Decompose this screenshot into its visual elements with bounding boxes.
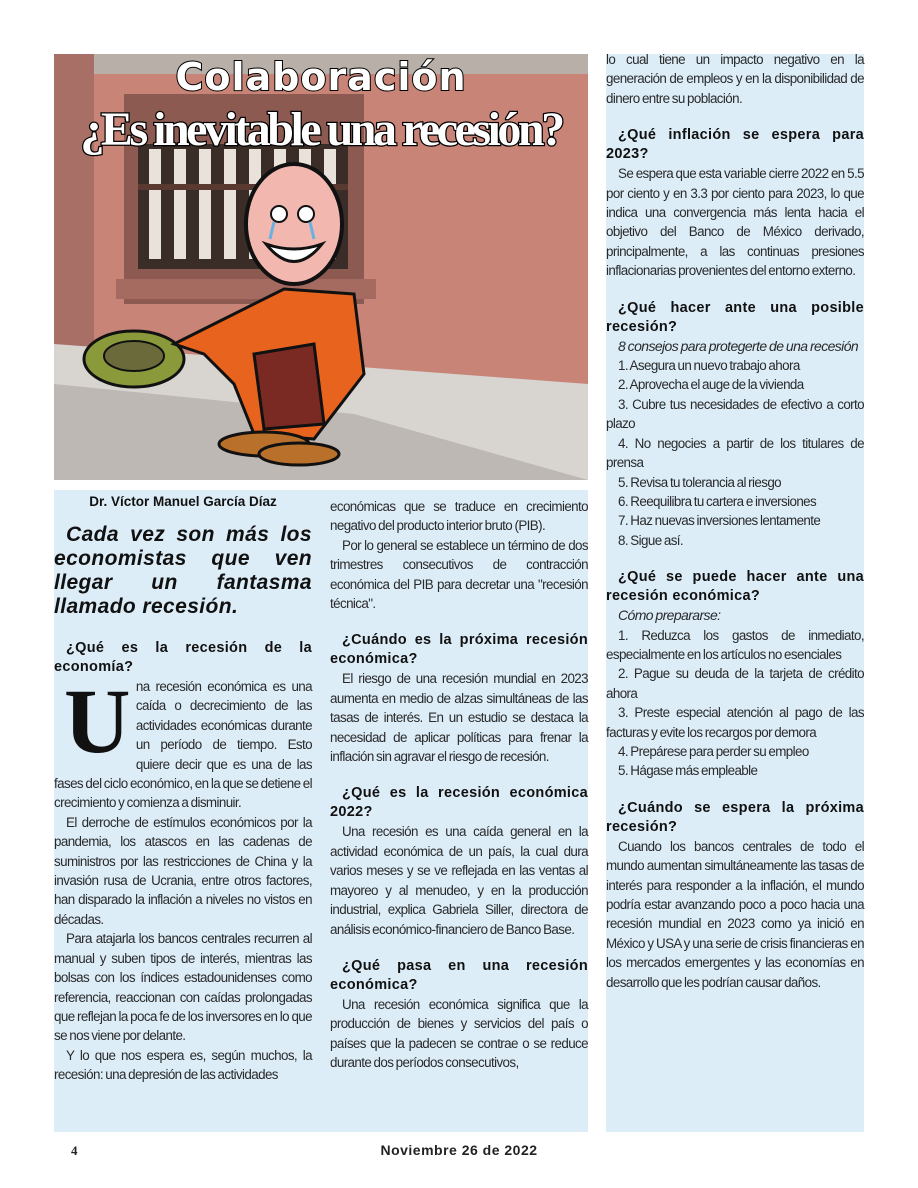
list-item: 4. Prepárese para perder su empleo xyxy=(618,743,809,759)
section-heading: ¿Qué inflación se espera para 2023? xyxy=(606,127,864,163)
list-item: 1. Asegura un nuevo trabajo ahora xyxy=(618,358,800,374)
list-item: 3. Preste especial atención al pago de las facturas y evite los recargos por demora xyxy=(606,705,864,740)
list-item: 7. Haz nuevas inversiones lentamente xyxy=(618,513,821,529)
column-1 xyxy=(54,493,312,1085)
section-heading: ¿Qué es la recesión económica 2022? xyxy=(330,785,588,821)
list-item: 5. Hágase más empleable xyxy=(618,763,758,779)
section-heading: ¿Cuándo es la próxima recesión económica? xyxy=(330,632,588,668)
paragraph: El derroche de estímulos económicos por la pandemia, los atascos en las cadenas de suministros por las restricciones de China y la invasión rusa de Ucrania, entre otros factores, han disparado la inflación a niveles no vistos en décadas. xyxy=(54,814,312,927)
paragraph-text: na recesión económica es una caída o decrecimiento de las actividades económicas durante un período de tiempo. Esto quiere decir que es una de las fases del ciclo económico, en la que se detiene el crecimiento y comienza a disminuir. xyxy=(54,679,312,811)
section-heading: ¿Qué hacer ante una posible recesión? xyxy=(606,299,864,335)
subheading: Cómo prepararse: xyxy=(618,607,721,624)
section-heading: ¿Qué se puede hacer ante una recesión económica? xyxy=(606,569,864,605)
drop-cap: U xyxy=(64,670,130,772)
paragraph: lo cual tiene un impacto negativo en la generación de empleos y en la disponibilidad de dinero entre su población. xyxy=(606,52,864,106)
paragraph: Para atajarla los bancos centrales recurren al manual y suben tipos de interés, mientras las bolsas con los índices estadounidenses como referencia, reaccionan con caídas prolongadas que reflejan la poca fe de los inversores en lo que se nos viene por delante. xyxy=(54,931,312,1044)
paragraph: Y lo que nos espera es, según muchos, la recesión: una depresión de las actividades xyxy=(54,1047,312,1083)
hero-illustration xyxy=(54,54,588,480)
section-heading: ¿Cuándo se espera la próxima recesión? xyxy=(606,799,864,835)
headline: ¿Es inevitable una recesión? xyxy=(80,103,562,156)
subheading: 8 consejos para protegerte de una recesión xyxy=(618,337,859,354)
paragraph xyxy=(54,670,312,813)
column-3 xyxy=(606,50,864,992)
lead-quote: Cada vez son más los economistas que ven llegar un fantasma llamado recesión. xyxy=(54,523,312,618)
section-heading: ¿Qué pasa en una recesión económica? xyxy=(330,957,588,993)
paragraph: económicas que se traduce en crecimiento negativo del producto interior bruto (PIB). xyxy=(330,499,588,534)
list-item: 2. Pague su deuda de la tarjeta de crédito ahora xyxy=(606,666,864,701)
section-heading: ¿Qué es la recesión de la economía? xyxy=(54,640,312,675)
paragraph: Cuando los bancos centrales de todo el mundo aumentan simultáneamente las tasas de interés para responder a la inflación, el mundo podría estar avanzando poco a poco hacia una recesión mundial en 2023 como ya inició en México y USA y una serie de crisis financieras en los mercados emergentes y las economías en desarrollo que les podrían causar daños. xyxy=(606,838,864,990)
list-item: 1. Reduzca los gastos de inmediato, especialmente en los artículos no esenciales xyxy=(606,627,864,662)
paragraph: El riesgo de una recesión mundial en 2023 aumenta en medio de alzas simultáneas de las tasas de interés. En un estudio se destaca la necesidad de aplicar políticas para frenar la inflación sin agravar el riesgo de recesión. xyxy=(330,671,588,765)
list-item: 8. Sigue así. xyxy=(618,532,684,548)
paragraph: Por lo general se establece un término de dos trimestres consecutivos de contracción económica del PIB para decretar una "recesión técnica". xyxy=(330,537,588,612)
list-item: 2. Aprovecha el auge de la vivienda xyxy=(618,377,804,393)
column-2 xyxy=(330,497,588,1073)
issue-date: Noviembre 26 de 2022 xyxy=(380,1142,538,1158)
list-item: 6. Reequilibra tu cartera e inversiones xyxy=(618,493,817,509)
section-label: Colaboración xyxy=(175,55,467,99)
list-item: 4. No negocies a partir de los titulares de prensa xyxy=(606,435,864,471)
paragraph: Una recesión económica significa que la producción de bienes y servicios del país o países que la padecen se contrae o se reduce durante dos períodos consecutivos, xyxy=(330,996,588,1071)
paragraph: Una recesión es una caída general en la actividad económica de un país, la cual dura varios meses y se ve reflejada en las ventas al mayoreo y al menudeo, y en la producción industrial, explica Gabriela Siller, directora de análisis económico-financiero de Banco Base. xyxy=(330,824,588,937)
paragraph: Se espera que esta variable cierre 2022 en 5.5 por ciento y en 3.3 por ciento para 2023, lo que indica una convergencia más lenta hacia el objetivo del Banco de México derivado, principalmente, a las continuas presiones inflacionarias provenientes del entorno externo. xyxy=(606,166,864,279)
page-number: 4 xyxy=(71,1143,78,1158)
author-byline: Dr. Víctor Manuel García Díaz xyxy=(89,494,277,509)
list-item: 3. Cubre tus necesidades de efectivo a corto plazo xyxy=(606,396,864,432)
list-item: 5. Revisa tu tolerancia al riesgo xyxy=(618,474,782,490)
